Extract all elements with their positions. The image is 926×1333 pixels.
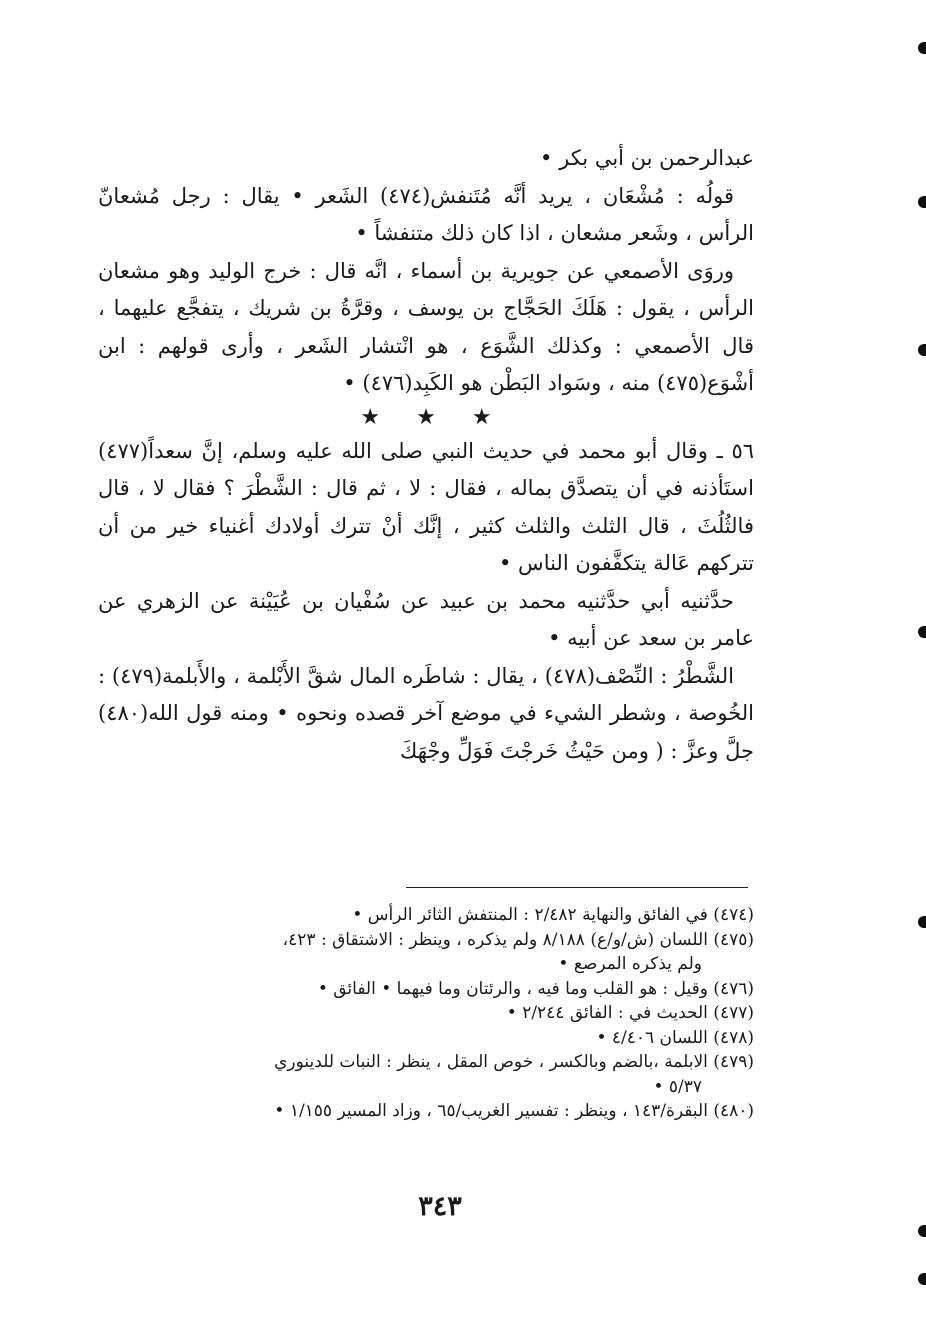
footnote-477: (٤٧٧) الحديث في : الفائق ٢/٢٤٤ •: [506, 1003, 754, 1023]
scan-edge-mark: [918, 1273, 926, 1285]
page-number: ٣٤٣: [418, 1191, 462, 1222]
paragraph-6: الشَّطْرُ : النِّصْف(٤٧٨) ، يقال : شاطَره المال شقَّ الأَبْلمة ، والأَبلمة(٤٧٩) : الخُوصة ، وشطر الشيء في موضع آخر قصده ونحوه • ومنه قول الله(٤٨٠) جلَّ وعزَّ : ( ومن حَيْثُ خَرجْتَ فَوَلِّ وجْهَكَ: [98, 663, 754, 763]
scan-edge-mark: [918, 42, 926, 54]
footnote-478: (٤٧٨) اللسان ٤/٤٠٦ •: [596, 1027, 754, 1048]
footnote-479: (٤٧٩) الابلمة ،بالضم وبالكسر ، خوص المقل ، ينظر : النبات للدينوري: [274, 1052, 754, 1072]
footnote-479-continued: ٥/٣٧ •: [653, 1076, 702, 1097]
footnote-480: (٤٨٠) البقرة/١٤٣ ، وينظر : تفسير الغريب/٦٥ ، وزاد المسير ١/١٥٥ •: [274, 1101, 754, 1121]
paragraph-2: قولُه : مُشْعَان ، يريد أنَّه مُتَنفش(٤٧٤) الشَعر • يقال : رجل مُشعانّ الرأس ، وشَعر مشعان ، اذا كان ذلك متنفشاً •: [98, 183, 754, 245]
scan-edge-mark: [918, 626, 926, 638]
footnotes: [104, 903, 754, 1124]
paragraph-4: ٥٦ ـ وقال أبو محمد في حديث النبي صلى الله عليه وسلم، إنَّ سعداً(٤٧٧) استَأذنه في أن يتصدَّق بماله ، فقال : لا ، ثم قال : الشَّطْرَ ؟ فقال لا ، قال فالثُلُثَ ، قال الثلث والثلث كثير ، إنَّك أنْ تترك أولادك أغنياء خير من أن تتركهم عَالة يتكفَّفون الناس •: [98, 438, 754, 575]
paragraph-1: عبدالرحمن بن أبي بكر •: [540, 146, 754, 170]
footnote-475-continued: ولم يذكره المرصع •: [558, 954, 702, 974]
scan-edge-mark: [918, 344, 926, 356]
footnote-divider: [406, 887, 748, 888]
footnote-474: (٤٧٤) في الفائق والنهاية ٢/٤٨٢ : المنتفش الثائر الرأس •: [352, 905, 754, 925]
footnote-475: (٤٧٥) اللسان (ش/و/ع) ٨/١٨٨ ولم يذكره ، وينظر : الاشتقاق : ٤٢٣،: [282, 929, 754, 950]
scan-edge-mark: [918, 1225, 926, 1237]
scan-edge-mark: [918, 916, 926, 928]
paragraph-5: حدَّثنيه أبي حدَّثنيه محمد بن عبيد عن سُفْيان بن عُيَيْنة عن الزهري عن عامر بن سعد عن أبيه •: [98, 588, 754, 650]
footnote-476: (٤٧٦) وقيل : هو القلب وما فيه ، والرئتان وما فيهما • الفائق •: [317, 978, 754, 999]
scan-edge-mark: [918, 196, 926, 208]
paragraph-3: وروَى الأصمعي عن جويرية بن أسماء ، انَّه قال : خرج الوليد وهو مشعان الرأس ، يقول : هَلَكَ الحَجَّاج بن يوسف ، وقرَّةُ بن شريك ، يتفجَّع عليهما ، قال الأصمعي : وكذلك الشَّوَع ، هو انْتشار الشَعر ، وأرى قولهم : ابن أشْوَع(٤٧٥) منه ، وسَواد البَطْن هو الكَبِد(٤٧٦) •: [98, 258, 754, 395]
main-text: [98, 140, 754, 770]
section-separator-stars: ★★★: [360, 404, 528, 430]
